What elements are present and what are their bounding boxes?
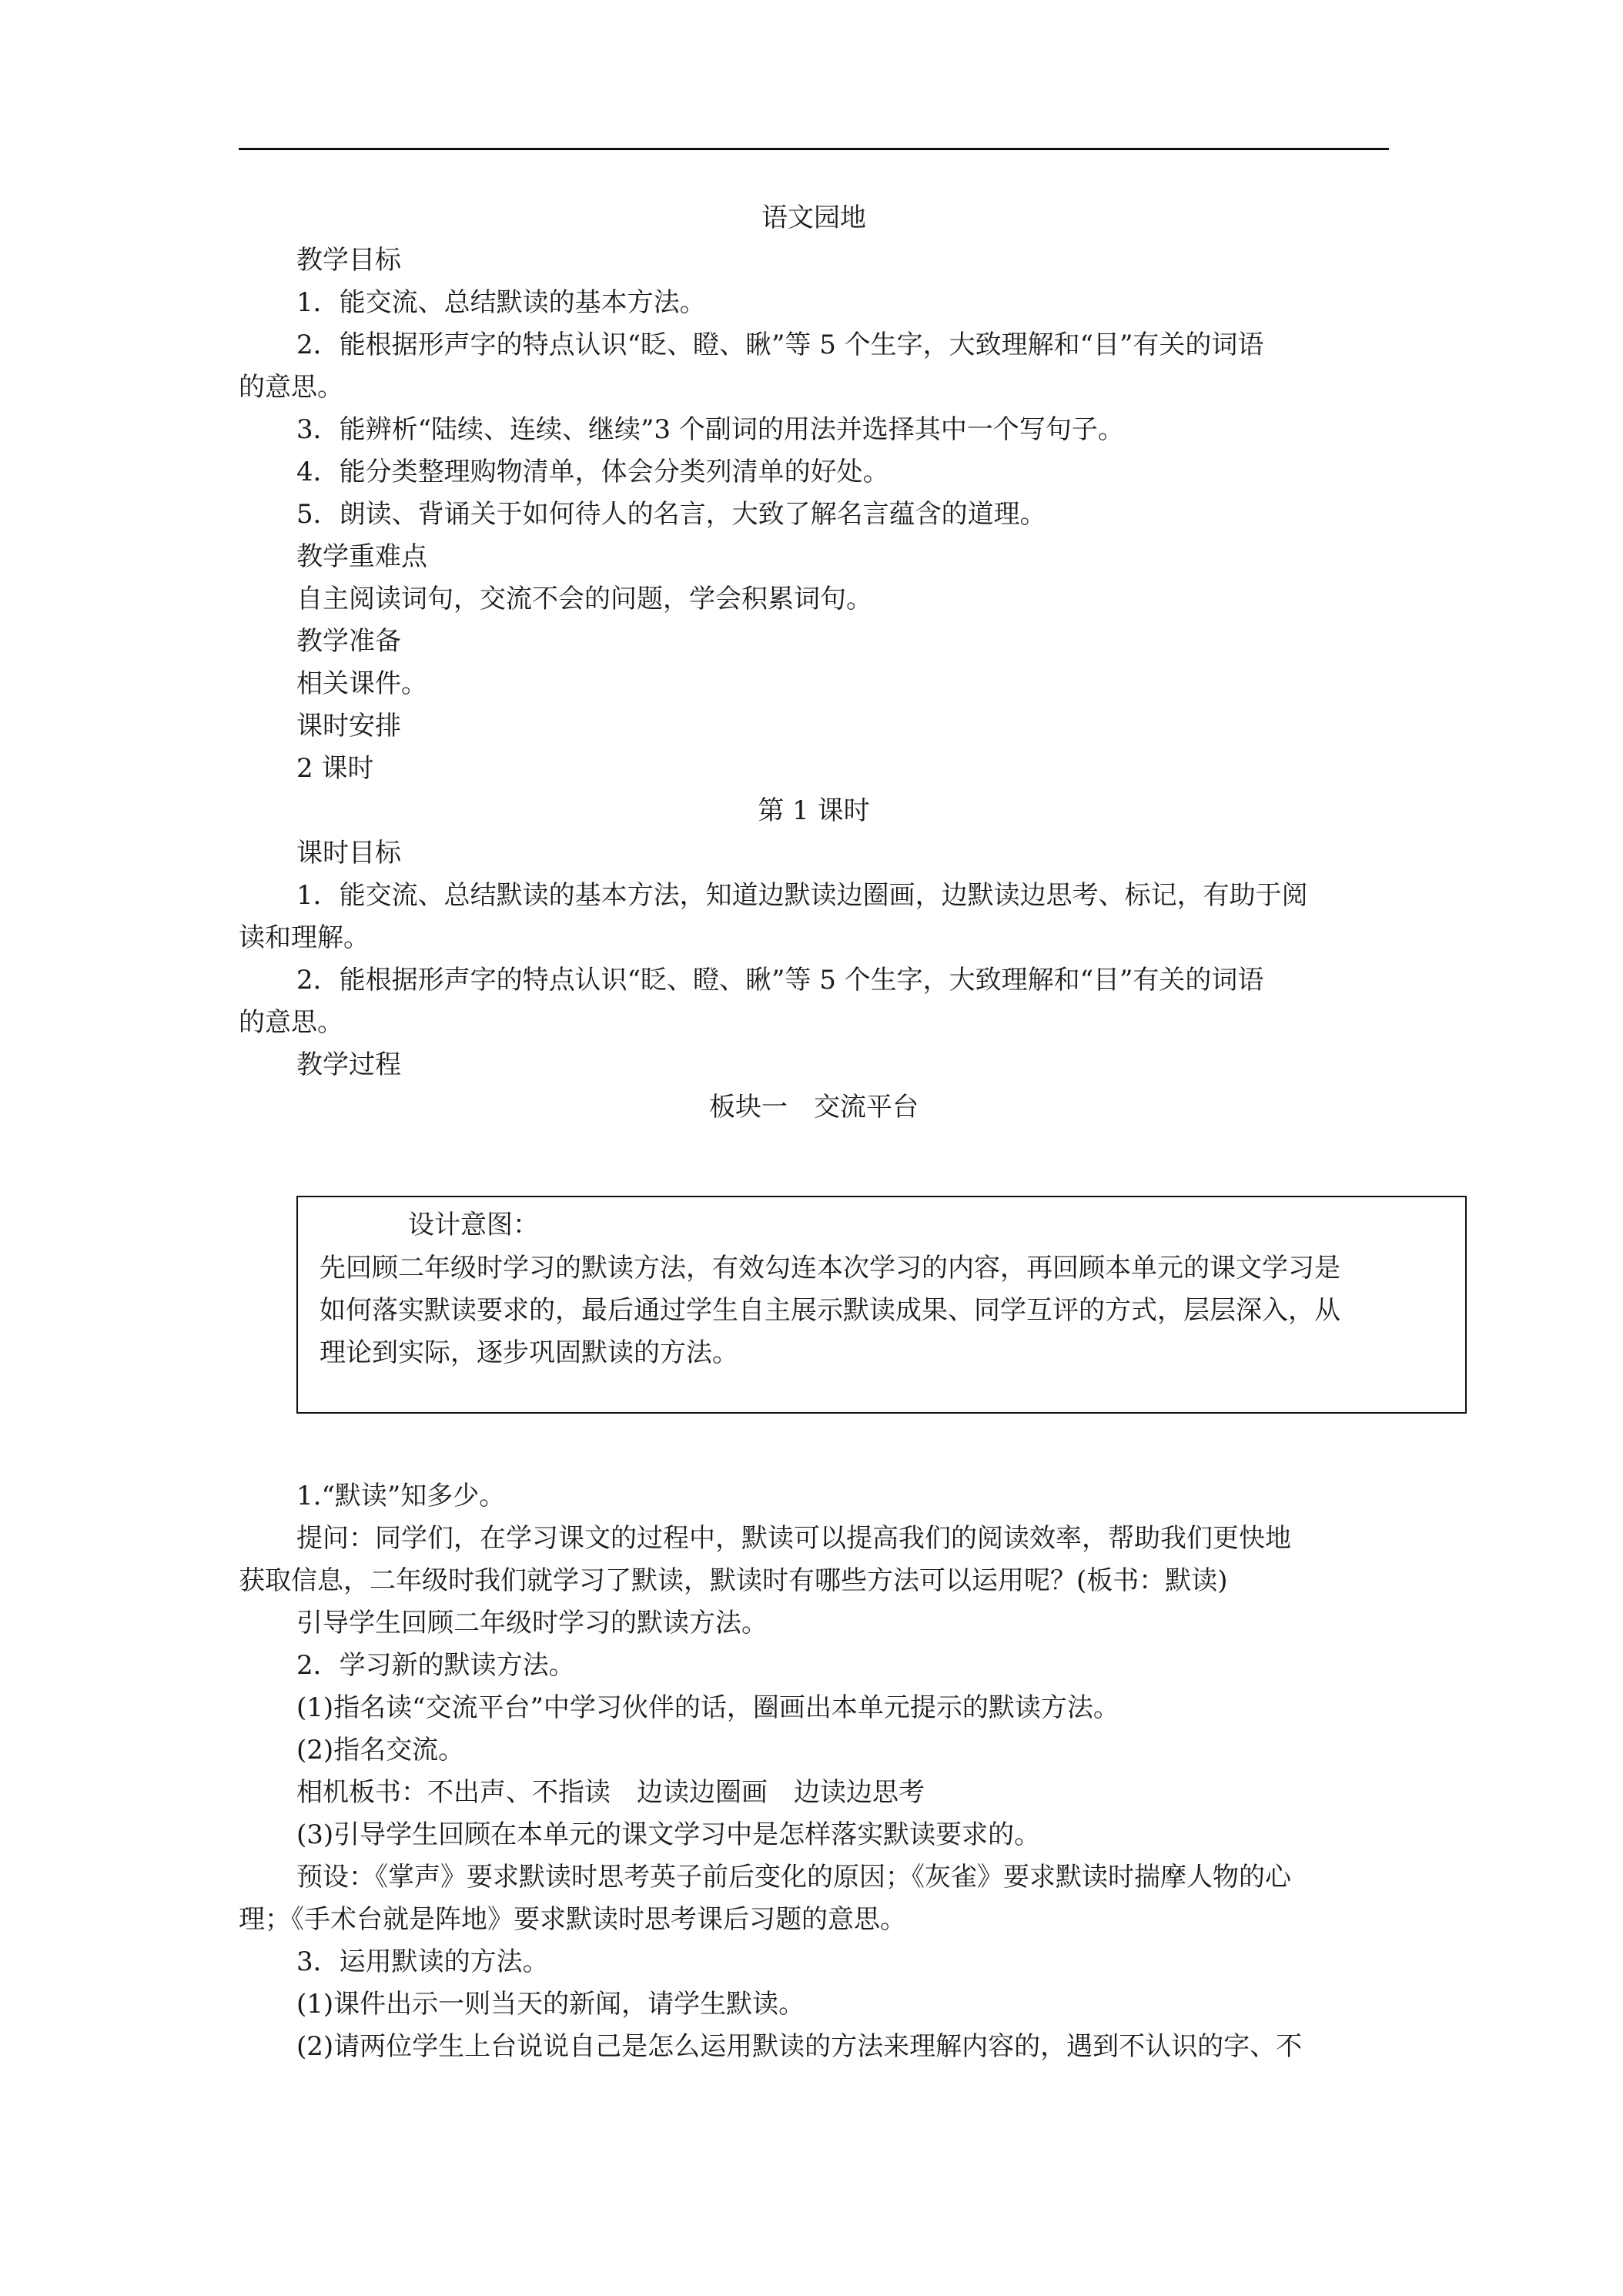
prep: 相关课件。 <box>296 668 427 699</box>
goal-1: 1．能交流、总结默读的基本方法。 <box>296 287 706 318</box>
body-line-5: 2．学习新的默读方法。 <box>296 1650 575 1681</box>
body-line-2: 提问：同学们，在学习课文的过程中，默读可以提高我们的阅读效率，帮助我们更快地 <box>296 1523 1291 1554</box>
goal-2: 2．能根据形声字的特点认识“眨、瞪、瞅”等 5 个生字，大致理解和“目”有关的词语 <box>296 330 1264 360</box>
lesson-goal-1: 1．能交流、总结默读的基本方法，知道边默读边圈画，边默读边思考、标记，有助于阅 <box>296 880 1308 911</box>
body-line-10: 预设：《掌声》要求默读时思考英子前后变化的原因；《灰雀》要求默读时揣摩人物的心 <box>296 1862 1291 1893</box>
goal-4: 4．能分类整理购物清单，体会分类列清单的好处。 <box>296 457 889 487</box>
schedule: 2 课时 <box>296 753 374 784</box>
body-line-9: (3)引导学生回顾在本单元的课文学习中是怎样落实默读要求的。 <box>296 1819 1041 1850</box>
body-line-7: (2)指名交流。 <box>296 1735 465 1766</box>
schedule-heading: 课时安排 <box>296 711 401 741</box>
body-line-8: 相机板书：不出声、不指读 边读边圈画 边读边思考 <box>296 1777 925 1808</box>
design-intent-heading: 设计意图： <box>408 1210 539 1240</box>
lesson-goal-1-cont: 读和理解。 <box>239 922 370 953</box>
design-intent-line-1: 先回顾二年级时学习的默读方法，有效勾连本次学习的内容，再回顾本单元的课文学习是 <box>320 1253 1340 1284</box>
body-line-13: (1)课件出示一则当天的新闻，请学生默读。 <box>296 1989 805 2020</box>
lesson-title: 第 1 课时 <box>758 795 870 826</box>
section-title: 板块一 交流平台 <box>709 1092 919 1123</box>
body-line-12: 3．运用默读的方法。 <box>296 1946 549 1977</box>
key-points: 自主阅读词句，交流不会的问题，学会积累词句。 <box>296 584 872 614</box>
process-heading: 教学过程 <box>296 1049 401 1080</box>
goals-heading: 教学目标 <box>296 245 401 276</box>
lesson-goal-2-cont: 的意思。 <box>239 1007 343 1038</box>
page-title: 语文园地 <box>761 202 866 233</box>
header-rule <box>239 148 1389 150</box>
design-intent-box <box>296 1196 1467 1414</box>
design-intent-line-2: 如何落实默读要求的，最后通过学生自主展示默读成果、同学互评的方式，层层深入，从 <box>320 1295 1340 1326</box>
key-points-heading: 教学重难点 <box>296 541 427 572</box>
goal-3: 3．能辨析“陆续、连续、继续”3 个副词的用法并选择其中一个写句子。 <box>296 414 1124 445</box>
goal-2-cont: 的意思。 <box>239 372 343 403</box>
body-line-1: 1.“默读”知多少。 <box>296 1481 506 1511</box>
design-intent-line-3: 理论到实际，逐步巩固默读的方法。 <box>320 1337 738 1368</box>
body-line-11: 理；《手术台就是阵地》要求默读时思考课后习题的意思。 <box>239 1904 906 1935</box>
lesson-goal-2: 2．能根据形声字的特点认识“眨、瞪、瞅”等 5 个生字，大致理解和“目”有关的词语 <box>296 965 1264 996</box>
goal-5: 5．朗读、背诵关于如何待人的名言，大致了解名言蕴含的道理。 <box>296 499 1046 530</box>
body-line-14: (2)请两位学生上台说说自己是怎么运用默读的方法来理解内容的，遇到不认识的字、不 <box>296 2031 1303 2062</box>
lesson-goals-heading: 课时目标 <box>296 838 401 869</box>
prep-heading: 教学准备 <box>296 626 401 657</box>
body-line-6: (1)指名读“交流平台”中学习伙伴的话，圈画出本单元提示的默读方法。 <box>296 1692 1119 1723</box>
body-line-3: 获取信息，二年级时我们就学习了默读，默读时有哪些方法可以运用呢？(板书：默读) <box>239 1565 1228 1596</box>
body-line-4: 引导学生回顾二年级时学习的默读方法。 <box>296 1608 768 1638</box>
